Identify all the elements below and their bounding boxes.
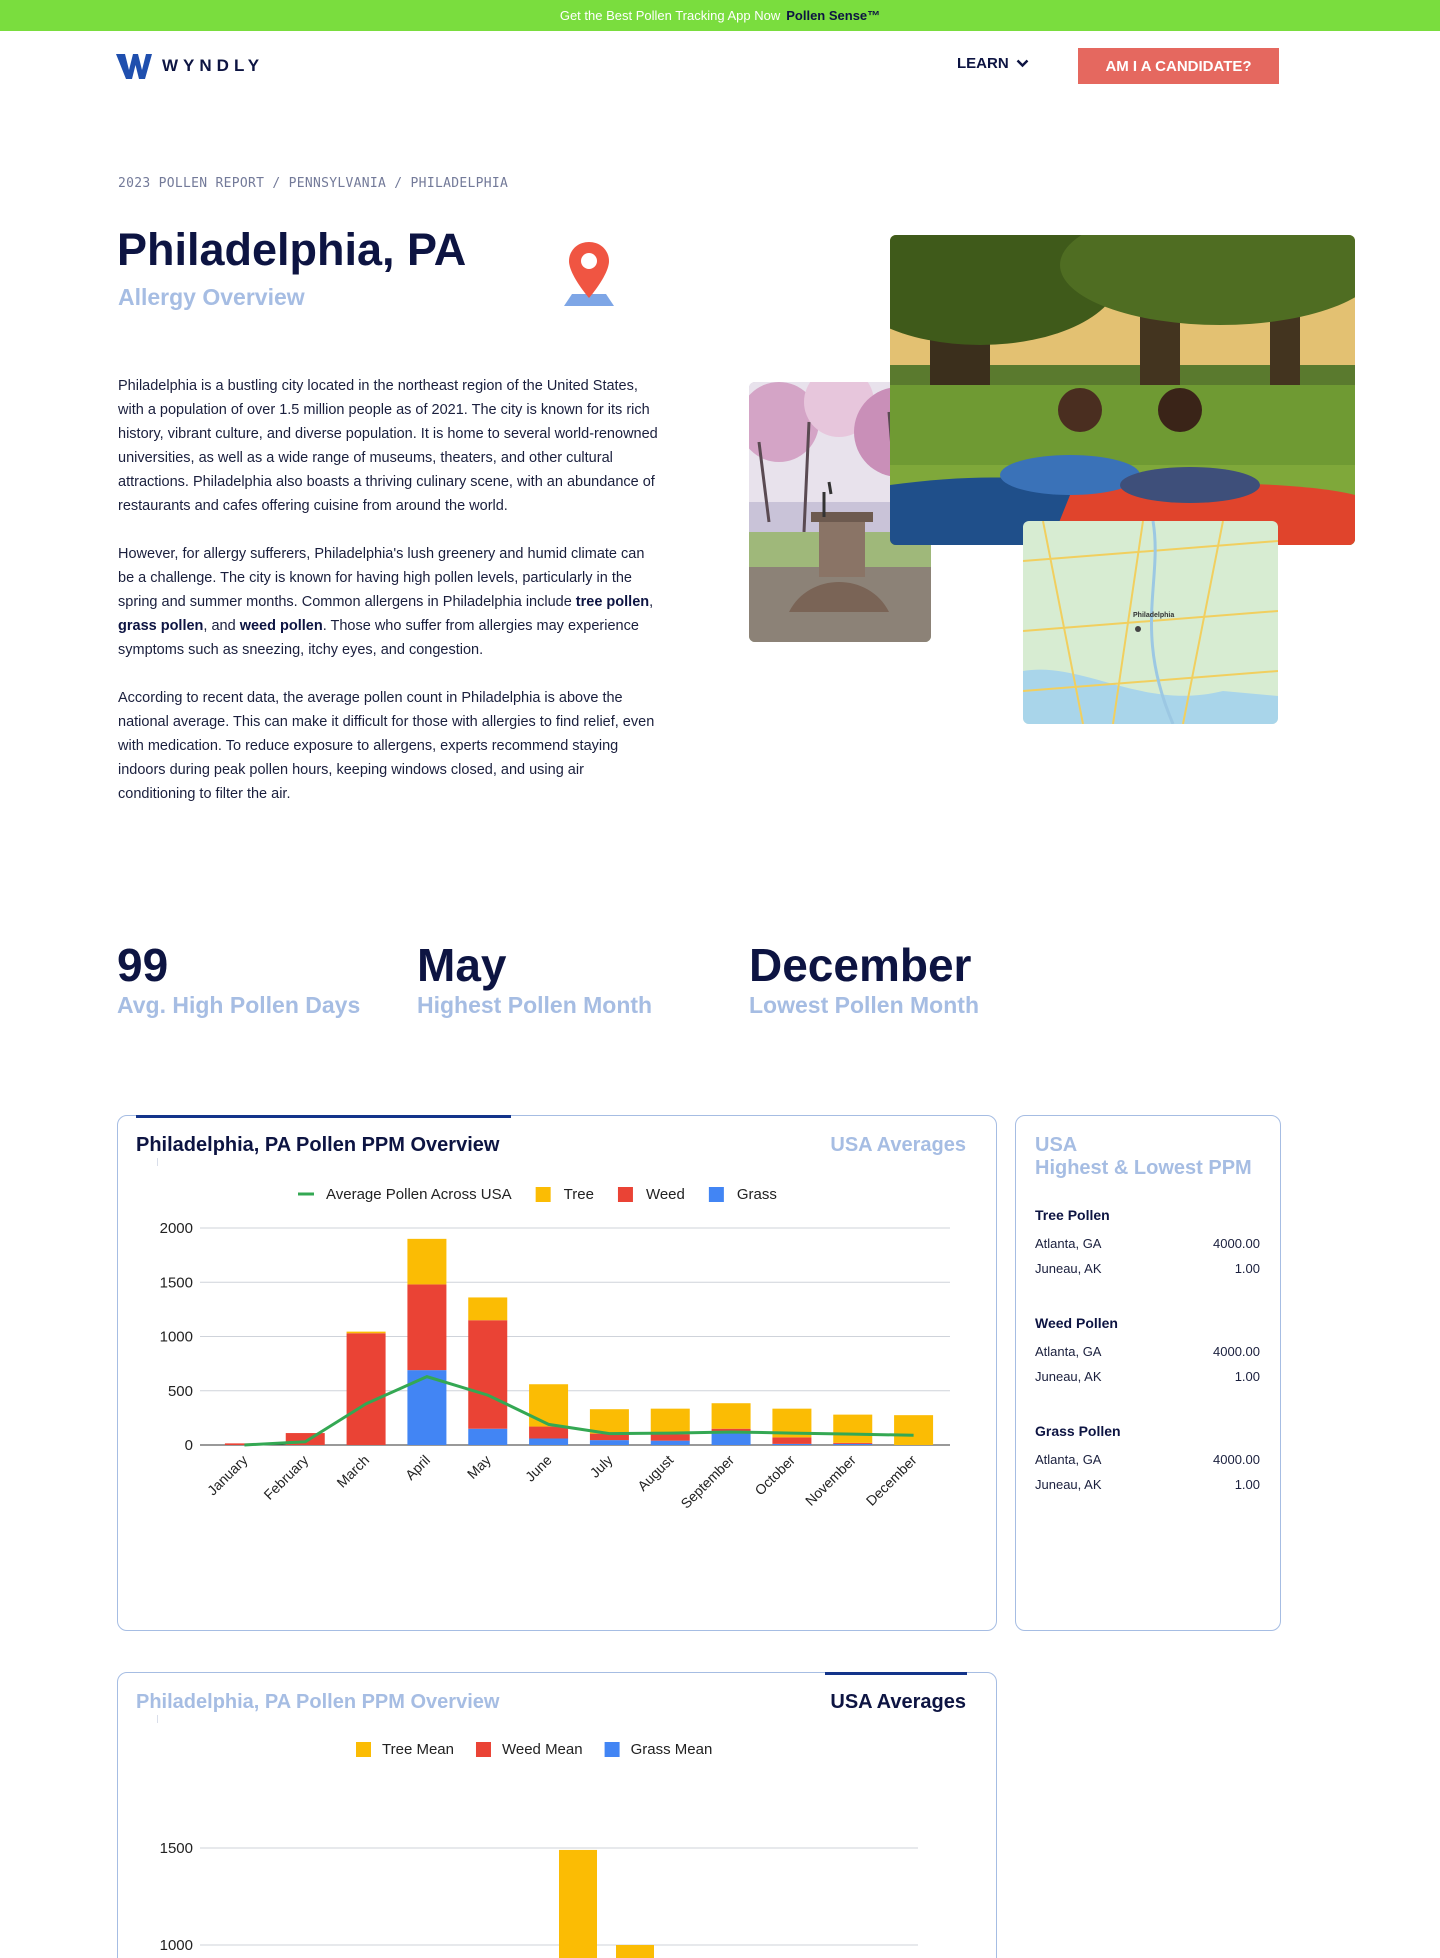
site-header xyxy=(0,31,1440,101)
active-tab-underline xyxy=(825,1672,967,1675)
stat-lowest-month xyxy=(749,940,979,1019)
legend-swatch xyxy=(356,1742,371,1757)
usa-extremes-title: USA Highest & Lowest PPM xyxy=(1035,1134,1252,1179)
bar-segment xyxy=(712,1403,751,1428)
bar-segment xyxy=(590,1440,629,1445)
grass-pollen-group: Grass Pollen Atlanta, GA 4000.00 Juneau, AK 1.00 xyxy=(1035,1423,1260,1497)
bar-segment xyxy=(712,1432,751,1445)
table-row: Atlanta, GA 4000.00 xyxy=(1035,1236,1260,1251)
intro-paragraph-3: According to recent data, the average pollen count in Philadelphia is above the national average. This can make it difficult for those with allergies to find relief, even with medication. To reduce exposure to allergens, experts recommend staying indoors during peak pollen hours, keeping windows closed, and using air conditioning to filter the air. xyxy=(118,690,655,802)
bar-segment xyxy=(894,1415,933,1445)
intro-paragraph-1: Philadelphia is a bustling city located in the northeast region of the United States, with a population of over 1.5 million people as of 2021. The city is known for its rich history, vibrant culture, and diverse population. It is home to several world-renowned universities, as well as a wide range of museums, theaters, and other cultural attractions. Philadelphia also boasts a thriving culinary scene, with an abundance of restaurants and cafes offering cuisine from around the world. xyxy=(118,378,658,514)
intro-paragraph-2: However, for allergy sufferers, Philadelphia's lush greenery and humid climate can be a challenge. The city is known for having high pollen levels, particularly in the spring and summer months. Common allergens in Philadelphia include tree pollen, grass pollen, and weed pollen. Those who suffer from allergies may experience symptoms such as sneezing, itchy eyes, and congestion. xyxy=(118,546,654,658)
legend-swatch xyxy=(476,1742,491,1757)
nav-learn-menu[interactable] xyxy=(957,55,1029,72)
usa-extremes-card xyxy=(1015,1115,1281,1631)
y-tick-label: 1000 xyxy=(159,1328,193,1346)
pollen-overview-card xyxy=(117,1115,997,1631)
tree-pollen-group: Tree Pollen Atlanta, GA 4000.00 Juneau, AK 1.00 xyxy=(1035,1207,1260,1281)
table-row: Atlanta, GA 4000.00 xyxy=(1035,1452,1260,1467)
bar-segment xyxy=(559,1850,597,1958)
park-photo xyxy=(890,235,1355,545)
bar-segment xyxy=(833,1444,872,1445)
bar-segment xyxy=(529,1427,568,1439)
nav-learn-label: LEARN xyxy=(957,55,1009,72)
stat-label: Highest Pollen Month xyxy=(417,992,653,1018)
tab-local-overview[interactable]: Philadelphia, PA Pollen PPM Overview xyxy=(136,1134,500,1156)
x-tick-label: July xyxy=(586,1451,616,1481)
tab-local-overview[interactable]: Philadelphia, PA Pollen PPM Overview xyxy=(136,1691,500,1713)
bar-segment xyxy=(529,1438,568,1445)
tab-usa-averages[interactable]: USA Averages xyxy=(830,1691,966,1713)
bar-segment xyxy=(407,1284,446,1370)
bar-segment xyxy=(833,1415,872,1443)
legend-label: Tree xyxy=(563,1186,594,1203)
x-tick-label: October xyxy=(751,1451,799,1499)
map-city-label: Philadelphia xyxy=(1133,612,1175,619)
table-row: Juneau, AK 1.00 xyxy=(1035,1369,1260,1384)
bar-segment xyxy=(651,1434,690,1441)
x-tick-label: March xyxy=(333,1451,373,1491)
logo[interactable] xyxy=(116,52,264,80)
x-tick-label: September xyxy=(677,1451,738,1512)
x-tick-label: May xyxy=(463,1451,494,1482)
x-tick-label: November xyxy=(801,1451,859,1509)
promo-bar[interactable] xyxy=(0,0,1440,31)
promo-brand-bold: Pollen xyxy=(786,8,826,23)
bar-segment xyxy=(772,1437,811,1444)
x-tick-label: June xyxy=(521,1451,555,1485)
bar-segment xyxy=(529,1384,568,1426)
bar-segment xyxy=(651,1441,690,1445)
logo-text: WYNDLY xyxy=(162,56,265,75)
x-tick-label: December xyxy=(862,1451,920,1509)
page-title: Philadelphia, PA xyxy=(117,224,467,275)
legend-label: Grass xyxy=(736,1186,777,1203)
legend-label: Average Pollen Across USA xyxy=(326,1186,512,1203)
promo-brand[interactable] xyxy=(786,8,880,23)
legend-swatch xyxy=(709,1187,724,1202)
y-tick-label: 1500 xyxy=(159,1840,193,1857)
promo-text: Get the Best Pollen Tracking App Now xyxy=(559,8,781,23)
legend-label: Weed Mean xyxy=(501,1741,583,1758)
logo-w-icon xyxy=(116,52,152,80)
intro-text xyxy=(118,374,658,830)
usa-averages-card xyxy=(117,1672,997,1958)
pollen-chart xyxy=(118,1178,996,1618)
stat-value: December xyxy=(749,939,972,991)
bar-segment xyxy=(651,1409,690,1434)
map-pin-icon xyxy=(558,238,620,308)
breadcrumb[interactable]: 2023 POLLEN REPORT / PENNSYLVANIA / PHILADELPHIA xyxy=(118,176,509,191)
candidate-button[interactable]: AM I A CANDIDATE? xyxy=(1078,48,1279,84)
bar-segment xyxy=(468,1429,507,1445)
legend-label: Grass Mean xyxy=(630,1741,713,1758)
legend-swatch xyxy=(536,1187,551,1202)
x-tick-label: January xyxy=(204,1451,251,1499)
x-tick-label: February xyxy=(260,1451,312,1503)
bar-segment xyxy=(347,1333,386,1445)
philadelphia-map xyxy=(1023,521,1278,724)
tab-usa-averages[interactable]: USA Averages xyxy=(830,1134,966,1156)
y-tick-label: 1000 xyxy=(159,1937,193,1954)
active-tab-underline xyxy=(136,1115,511,1118)
legend-swatch xyxy=(605,1742,620,1757)
y-tick-label: 2000 xyxy=(159,1220,193,1237)
x-tick-label: April xyxy=(401,1451,434,1483)
stat-label: Lowest Pollen Month xyxy=(749,992,979,1018)
divider xyxy=(157,1715,158,1723)
y-tick-label: 1500 xyxy=(159,1274,193,1292)
y-tick-label: 0 xyxy=(184,1437,193,1454)
stat-label: Avg. High Pollen Days xyxy=(117,992,361,1018)
stat-value: 99 xyxy=(117,939,169,991)
legend-swatch xyxy=(618,1187,633,1202)
bar-segment xyxy=(833,1443,872,1444)
bar-segment xyxy=(616,1945,654,1958)
usa-averages-chart xyxy=(118,1733,996,1958)
legend-label: Tree Mean xyxy=(382,1741,454,1758)
table-row: Atlanta, GA 4000.00 xyxy=(1035,1344,1260,1359)
bar-segment xyxy=(407,1239,446,1285)
bar-segment xyxy=(590,1409,629,1433)
bar-segment xyxy=(468,1297,507,1320)
page-subtitle: Allergy Overview xyxy=(118,284,305,310)
bar-segment xyxy=(772,1444,811,1445)
divider xyxy=(157,1158,158,1166)
legend-label: Weed xyxy=(645,1186,685,1203)
weed-pollen-group: Weed Pollen Atlanta, GA 4000.00 Juneau, AK 1.00 xyxy=(1035,1315,1260,1389)
stat-highest-month xyxy=(417,940,652,1019)
chevron-down-icon xyxy=(1016,59,1029,68)
stat-high-pollen-days xyxy=(117,940,360,1019)
average-line xyxy=(244,1377,913,1445)
promo-brand-rest: Sense™ xyxy=(825,8,881,23)
bar-segment xyxy=(468,1320,507,1429)
y-tick-label: 500 xyxy=(167,1382,193,1400)
table-row: Juneau, AK 1.00 xyxy=(1035,1477,1260,1492)
stat-value: May xyxy=(417,939,507,991)
bar-segment xyxy=(347,1332,386,1334)
x-tick-label: August xyxy=(634,1451,677,1494)
table-row: Juneau, AK 1.00 xyxy=(1035,1261,1260,1276)
